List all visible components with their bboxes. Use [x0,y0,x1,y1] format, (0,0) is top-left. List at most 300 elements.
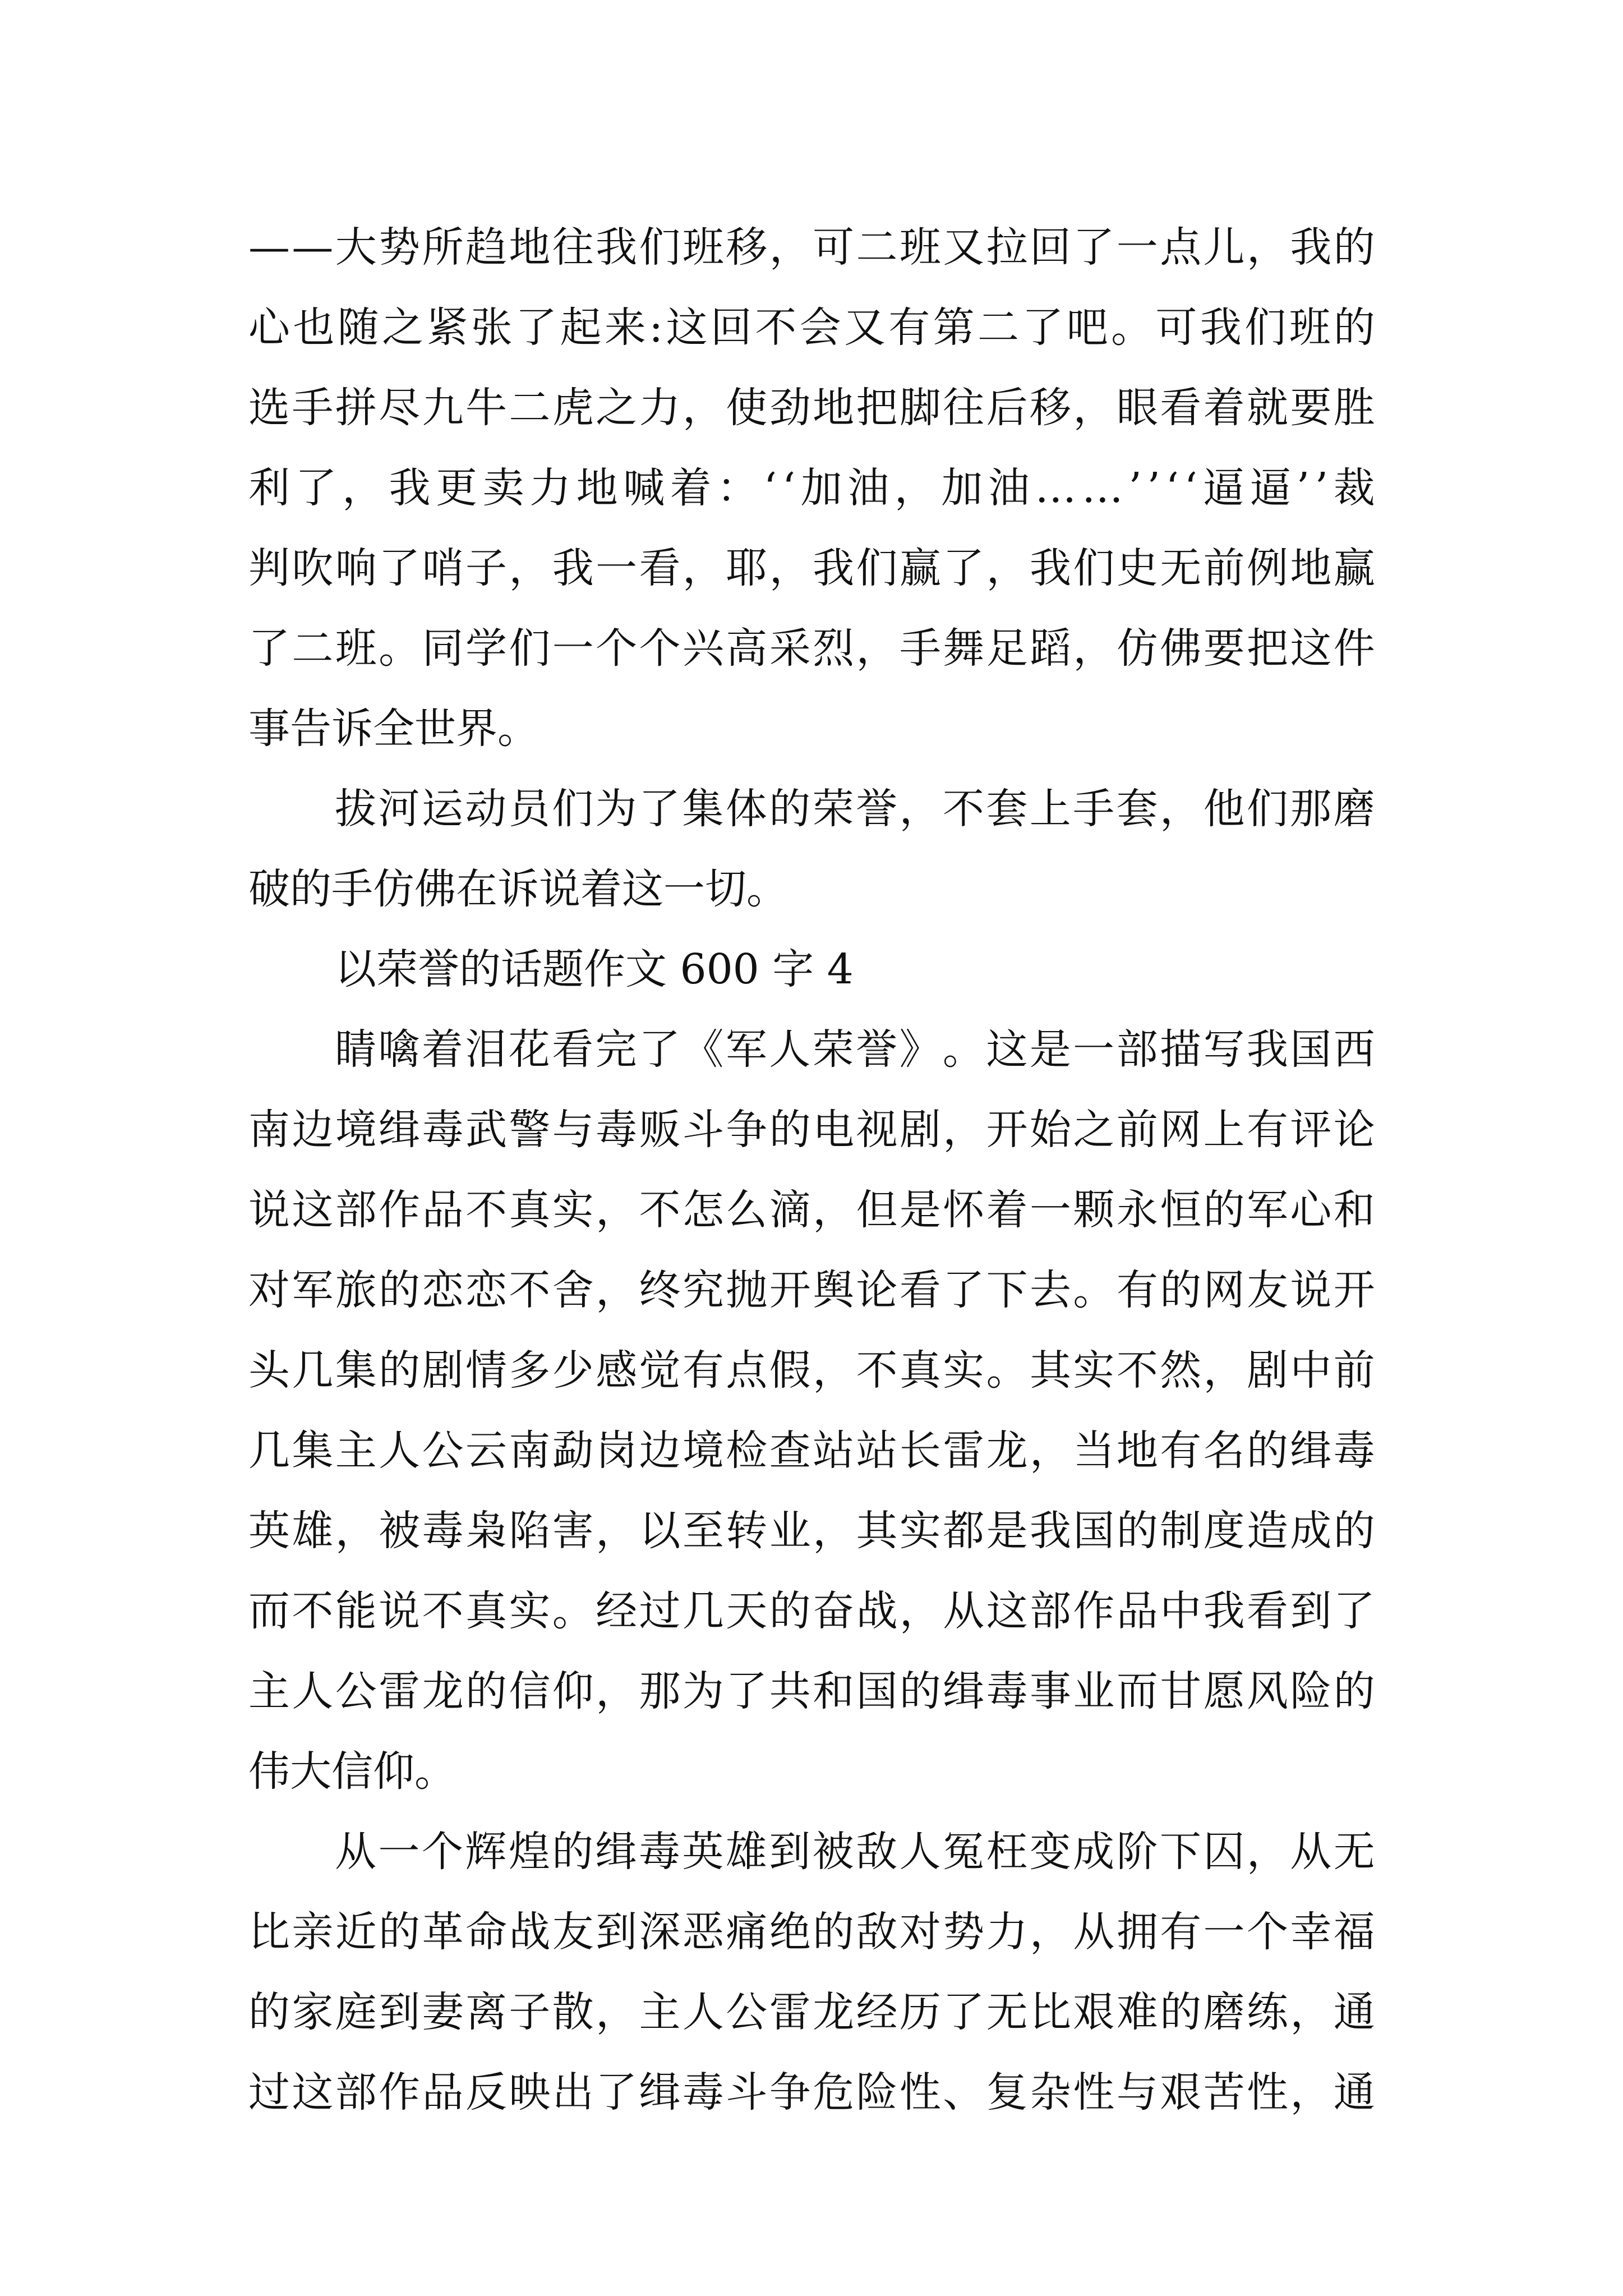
glyph: 了 [943,1988,985,2036]
glyph: 争 [769,2068,811,2116]
glyph: ’ [1296,464,1310,512]
glyph: 业 [769,1507,811,1555]
glyph: 的 [379,1908,421,1956]
glyph: ， [769,544,811,592]
glyph: 公 [422,1427,464,1475]
glyph: 力 [639,384,681,432]
glyph: 一 [552,624,594,673]
paragraph-4-line-1 [335,1810,1375,1894]
glyph: 虎 [552,384,594,432]
glyph: 缉 [379,1106,421,1154]
paragraph-4-line-4 [248,2050,1375,2134]
glyph: 的 [1203,1186,1245,1234]
glyph: 经 [856,1988,898,2036]
glyph: 员 [508,785,550,833]
glyph: 实 [509,1587,551,1635]
glyph: 而 [1116,1667,1158,1715]
glyph: 一 [378,1828,420,1876]
glyph: 舍 [552,1266,594,1314]
paragraph-3-line-4 [248,1248,1375,1332]
glyph: 紧 [426,303,468,352]
glyph: 部 [335,2068,377,2116]
glyph: 花 [508,1025,550,1074]
glyph: 英 [248,1507,290,1555]
glyph: 了 [1073,223,1115,272]
glyph: 怎 [682,1186,724,1234]
glyph: 学 [465,624,507,673]
glyph: 从 [335,1828,376,1876]
glyph: 开 [1333,1266,1375,1314]
glyph: 甘 [1160,1667,1202,1715]
glyph: 品 [422,1186,464,1234]
glyph: 采 [769,624,811,673]
glyph: … [1081,464,1123,512]
glyph: 有 [888,303,930,352]
glyph: 亲 [292,1908,334,1956]
glyph: 选 [248,384,290,432]
glyph: 之 [382,303,424,352]
glyph: 地 [813,384,855,432]
glyph: 对 [899,1908,941,1956]
glyph: 。 [986,1346,1028,1395]
glyph: 的 [1333,1667,1375,1715]
glyph: 到 [1290,1587,1332,1635]
glyph: 部 [335,1186,377,1234]
glyph: 有 [682,1346,724,1395]
glyph: 为 [682,1667,724,1715]
glyph: 。 [1073,1266,1115,1314]
glyph: 性 [1246,2068,1288,2116]
glyph: 通 [1333,2068,1375,2116]
glyph: 套 [1116,785,1158,833]
glyph: 们 [1246,785,1288,833]
glyph: 噙 [378,1025,420,1074]
glyph: 我 [389,464,431,512]
glyph: 公 [335,1667,377,1715]
glyph: 事 [1030,1667,1072,1715]
glyph: 当 [1073,1427,1115,1475]
glyph: 不 [856,1346,898,1395]
glyph: 手 [292,384,334,432]
glyph: 子 [465,544,507,592]
glyph: 高 [726,624,768,673]
glyph: 手 [1073,785,1115,833]
glyph: ， [899,1587,941,1635]
glyph: 中 [1160,1587,1202,1635]
glyph: 和 [1333,1186,1375,1234]
glyph: 二 [292,624,334,673]
glyph: 拉 [986,223,1028,272]
glyph: 有 [1160,1427,1202,1475]
glyph: 痛 [726,1908,768,1956]
glyph: ， [1073,384,1115,432]
glyph: 也 [293,303,335,352]
glyph: 河 [378,785,420,833]
glyph: 边 [292,1106,334,1154]
glyph: ， [1290,1988,1332,2036]
glyph: 《 [682,1025,724,1074]
glyph: 和 [813,1667,855,1715]
glyph: 荣 [812,1025,854,1074]
glyph: 映 [509,2068,551,2116]
glyph: 利 [248,464,290,512]
glyph: 真 [465,1587,507,1635]
glyph: … [1035,464,1077,512]
glyph: 毒 [682,2068,724,2116]
paragraph-2-line-1 [335,767,1375,851]
glyph: 岗 [596,1427,638,1475]
glyph: 动 [465,785,507,833]
glyph: 信 [509,1667,551,1715]
glyph: 们 [1073,544,1115,592]
glyph: 雄 [725,1828,767,1876]
glyph: 力 [529,464,571,512]
glyph: 个 [639,624,681,673]
glyph: 了 [638,1025,680,1074]
glyph: 喊 [623,464,665,512]
glyph: 深 [639,1908,681,1956]
glyph: 写 [1203,1025,1245,1074]
glyph: 军 [1246,1186,1288,1234]
glyph: 班 [899,223,941,272]
paragraph-1-line-4 [248,446,1375,530]
paragraph-1-line-6 [248,606,1375,691]
glyph: 究 [682,1266,724,1314]
glyph: 了 [1333,1587,1375,1635]
glyph: ’ [1315,464,1329,512]
glyph: ， [813,1507,855,1555]
glyph: 作 [379,1186,421,1234]
glyph: 而 [248,1587,290,1635]
glyph: 毒 [422,1507,464,1555]
glyph: 地 [1290,544,1332,592]
glyph: 个 [596,624,638,673]
glyph: 实 [899,1507,941,1555]
glyph: 不 [465,1186,507,1234]
paragraph-4-line-2 [248,1890,1375,1974]
glyph: 作 [1073,1587,1115,1635]
glyph: 会 [799,303,841,352]
glyph: 子 [509,1988,551,2036]
glyph: ， [1030,1908,1072,1956]
glyph: 艰 [1160,2068,1202,2116]
glyph: 评 [1290,1106,1332,1154]
glyph: 耶 [726,544,768,592]
glyph: 的 [1246,1427,1288,1475]
glyph: 一 [1030,1186,1072,1234]
glyph: 们 [1244,303,1287,352]
glyph: ， [596,1667,638,1715]
glyph: 电 [813,1106,855,1154]
paragraph-3-line-6 [248,1409,1375,1493]
glyph: 要 [1203,624,1245,673]
glyph: ， [769,223,811,272]
glyph: 出 [552,2068,594,2116]
glyph: 了 [638,785,680,833]
glyph: 几 [292,1346,334,1395]
glyph: 往 [943,384,985,432]
glyph: 这 [292,2068,334,2116]
glyph: 斗 [682,1106,724,1154]
glyph: 手 [899,624,941,673]
glyph: 一 [1073,1025,1115,1074]
glyph: 冤 [942,1828,984,1876]
glyph: 视 [856,1106,898,1154]
glyph: 无 [1333,1828,1375,1876]
section-heading: 以荣誉的话题作文 600 字 4 [335,945,854,993]
glyph: 之 [1073,1106,1115,1154]
glyph: 雷 [943,1427,985,1475]
glyph: ， [1246,1828,1288,1876]
glyph: 品 [1116,1587,1158,1635]
glyph: 这 [986,1587,1028,1635]
glyph: 近 [335,1908,377,1956]
glyph: 地 [509,223,551,272]
glyph: ， [1290,2068,1332,2116]
glyph: 多 [509,1346,551,1395]
glyph: 云 [465,1427,507,1475]
glyph: 完 [595,1025,637,1074]
glyph: 班 [1289,303,1331,352]
glyph: 缉 [1290,1427,1332,1475]
glyph: 实 [943,1346,985,1395]
glyph: 集 [682,785,724,833]
glyph: 剧 [899,1106,941,1154]
glyph: 几 [248,1427,290,1475]
paragraph-3-line-1 [335,1007,1375,1092]
glyph: 第 [933,303,975,352]
glyph: 又 [843,303,886,352]
glyph: 。 [942,1025,984,1074]
glyph: 二 [509,384,551,432]
glyph: 武 [465,1106,507,1154]
glyph: ， [509,544,551,592]
glyph: 军 [725,1025,767,1074]
glyph: 哨 [422,544,464,592]
glyph: 我 [1200,303,1242,352]
glyph: ， [1073,624,1115,673]
glyph: 斗 [726,2068,768,2116]
glyph: 查 [769,1427,811,1475]
glyph: 觉 [639,1346,681,1395]
glyph: 奋 [813,1587,855,1635]
paragraph-1-line-2 [248,286,1375,370]
glyph: 们 [639,223,681,272]
glyph: 。 [1111,303,1153,352]
glyph: 又 [943,223,985,272]
glyph: 陷 [509,1507,551,1555]
glyph: 练 [1246,1988,1288,2036]
glyph: 的 [552,1828,594,1876]
glyph: ： [717,464,759,512]
glyph: 仰 [552,1667,594,1715]
glyph: 了 [1022,303,1064,352]
glyph: 情 [465,1346,507,1395]
glyph: 起 [560,303,602,352]
glyph: 毒 [596,1106,638,1154]
glyph: 上 [1029,785,1071,833]
glyph: 少 [552,1346,594,1395]
glyph: 网 [1203,1266,1245,1314]
glyph: 眼 [1116,384,1158,432]
glyph: 战 [509,1908,551,1956]
glyph: 敌 [856,1908,898,1956]
glyph: 了 [379,544,421,592]
glyph: 我 [1290,223,1332,272]
glyph: 吧 [1066,303,1108,352]
glyph: 中 [1290,1346,1332,1395]
glyph: 了 [943,544,985,592]
glyph: 毒 [1333,1427,1375,1475]
glyph: ， [813,1346,855,1395]
glyph: 这 [1290,624,1332,673]
glyph: 能 [335,1587,377,1635]
glyph: 有 [1116,1266,1158,1314]
glyph: 回 [1030,223,1072,272]
glyph: ’ [1147,464,1160,512]
glyph: ， [682,544,724,592]
glyph: 国 [1290,1025,1332,1074]
glyph: 反 [465,2068,507,2116]
glyph: 移 [1030,384,1072,432]
glyph: 绝 [769,1908,811,1956]
glyph: 恶 [682,1908,724,1956]
glyph: 磨 [1333,785,1375,833]
glyph: 是 [1029,1025,1071,1074]
glyph: 脚 [899,384,941,432]
glyph: ‘ [1165,464,1179,512]
glyph: 张 [471,303,513,352]
glyph: 人 [292,1667,334,1715]
glyph: 恒 [1160,1186,1202,1234]
glyph: 趋 [465,223,507,272]
glyph: ， [1246,223,1288,272]
glyph: 件 [1333,624,1375,673]
glyph: 战 [856,1587,898,1635]
glyph: 移 [726,223,768,272]
glyph: 往 [552,223,594,272]
glyph: 着 [1203,384,1245,432]
glyph: ， [986,544,1028,592]
glyph: : [649,303,663,352]
glyph: 比 [1030,1988,1072,2036]
glyph: 加 [800,464,842,512]
glyph: 仿 [1116,624,1158,673]
glyph: 不 [422,1587,464,1635]
glyph: 难 [1116,1988,1158,2036]
glyph: 说 [1290,1266,1332,1314]
glyph: 恋 [422,1266,464,1314]
glyph: ， [856,624,898,673]
glyph: 与 [1116,2068,1158,2116]
glyph: 油 [988,464,1030,512]
paragraph-3-line-8 [248,1569,1375,1653]
glyph: 革 [422,1908,464,1956]
glyph: 业 [1073,1667,1115,1715]
glyph: 国 [1073,1507,1115,1555]
glyph: 牛 [465,384,507,432]
glyph: 被 [812,1828,854,1876]
glyph: 的 [248,1988,290,2036]
glyph: 幸 [1290,1908,1332,1956]
glyph: 一 [1203,1908,1245,1956]
glyph: 命 [465,1908,507,1956]
glyph: ， [894,464,936,512]
glyph: 从 [1073,1908,1115,1956]
glyph: 比 [248,1908,290,1956]
glyph: 点 [726,1346,768,1395]
glyph: 部 [1116,1025,1158,1074]
glyph: 名 [1203,1427,1245,1475]
glyph: 庭 [335,1988,377,2036]
glyph: 无 [986,1988,1028,2036]
glyph: 是 [899,1186,941,1234]
glyph: 始 [1030,1106,1072,1154]
glyph: 敌 [856,1828,898,1876]
glyph: 他 [1203,785,1245,833]
glyph: ， [596,1266,638,1314]
glyph: 逼 [1249,464,1292,512]
glyph: 的 [1333,1507,1375,1555]
paragraph-3-line-2 [248,1088,1375,1172]
glyph: 长 [899,1427,941,1475]
paragraph-1-line-1 [248,205,1375,289]
glyph: 阶 [1116,1828,1158,1876]
glyph: 了 [515,303,557,352]
glyph: 贩 [639,1106,681,1154]
glyph: 不 [509,1266,551,1314]
glyph: 到 [379,1988,421,2036]
glyph: 共 [769,1667,811,1715]
glyph: 同 [422,624,464,673]
glyph: 度 [1203,1507,1245,1555]
glyph: 的 [1160,1266,1202,1314]
glyph: 的 [465,1667,507,1715]
glyph: 历 [899,1988,941,2036]
glyph: 要 [1290,384,1332,432]
glyph: 我 [1246,1025,1288,1074]
glyph: 终 [639,1266,681,1314]
glyph: 誉 [856,1025,898,1074]
glyph: 的 [899,1667,941,1715]
glyph: 誉 [856,785,898,833]
glyph: 开 [769,1266,811,1314]
glyph: 检 [726,1427,768,1475]
glyph: 随 [337,303,379,352]
glyph: 国 [856,1667,898,1715]
glyph: 兴 [682,624,724,673]
glyph: 可 [813,223,855,272]
glyph: 胜 [1333,384,1375,432]
glyph: 雄 [292,1507,334,1555]
glyph: 几 [682,1587,724,1635]
glyph: 旅 [335,1266,377,1314]
glyph: 成 [1073,1828,1115,1876]
glyph: 勐 [552,1427,594,1475]
glyph: 制 [1160,1507,1202,1555]
glyph: 看 [899,1266,941,1314]
paragraph-1-line-3 [248,366,1375,450]
glyph: ， [682,384,724,432]
paragraph-3-line-7 [248,1489,1375,1573]
glyph: 我 [552,544,594,592]
glyph: 地 [1116,1427,1158,1475]
glyph: 但 [856,1186,898,1234]
glyph: 头 [248,1346,290,1395]
glyph: 无 [1160,544,1202,592]
glyph: 感 [596,1346,638,1395]
glyph: 把 [856,384,898,432]
